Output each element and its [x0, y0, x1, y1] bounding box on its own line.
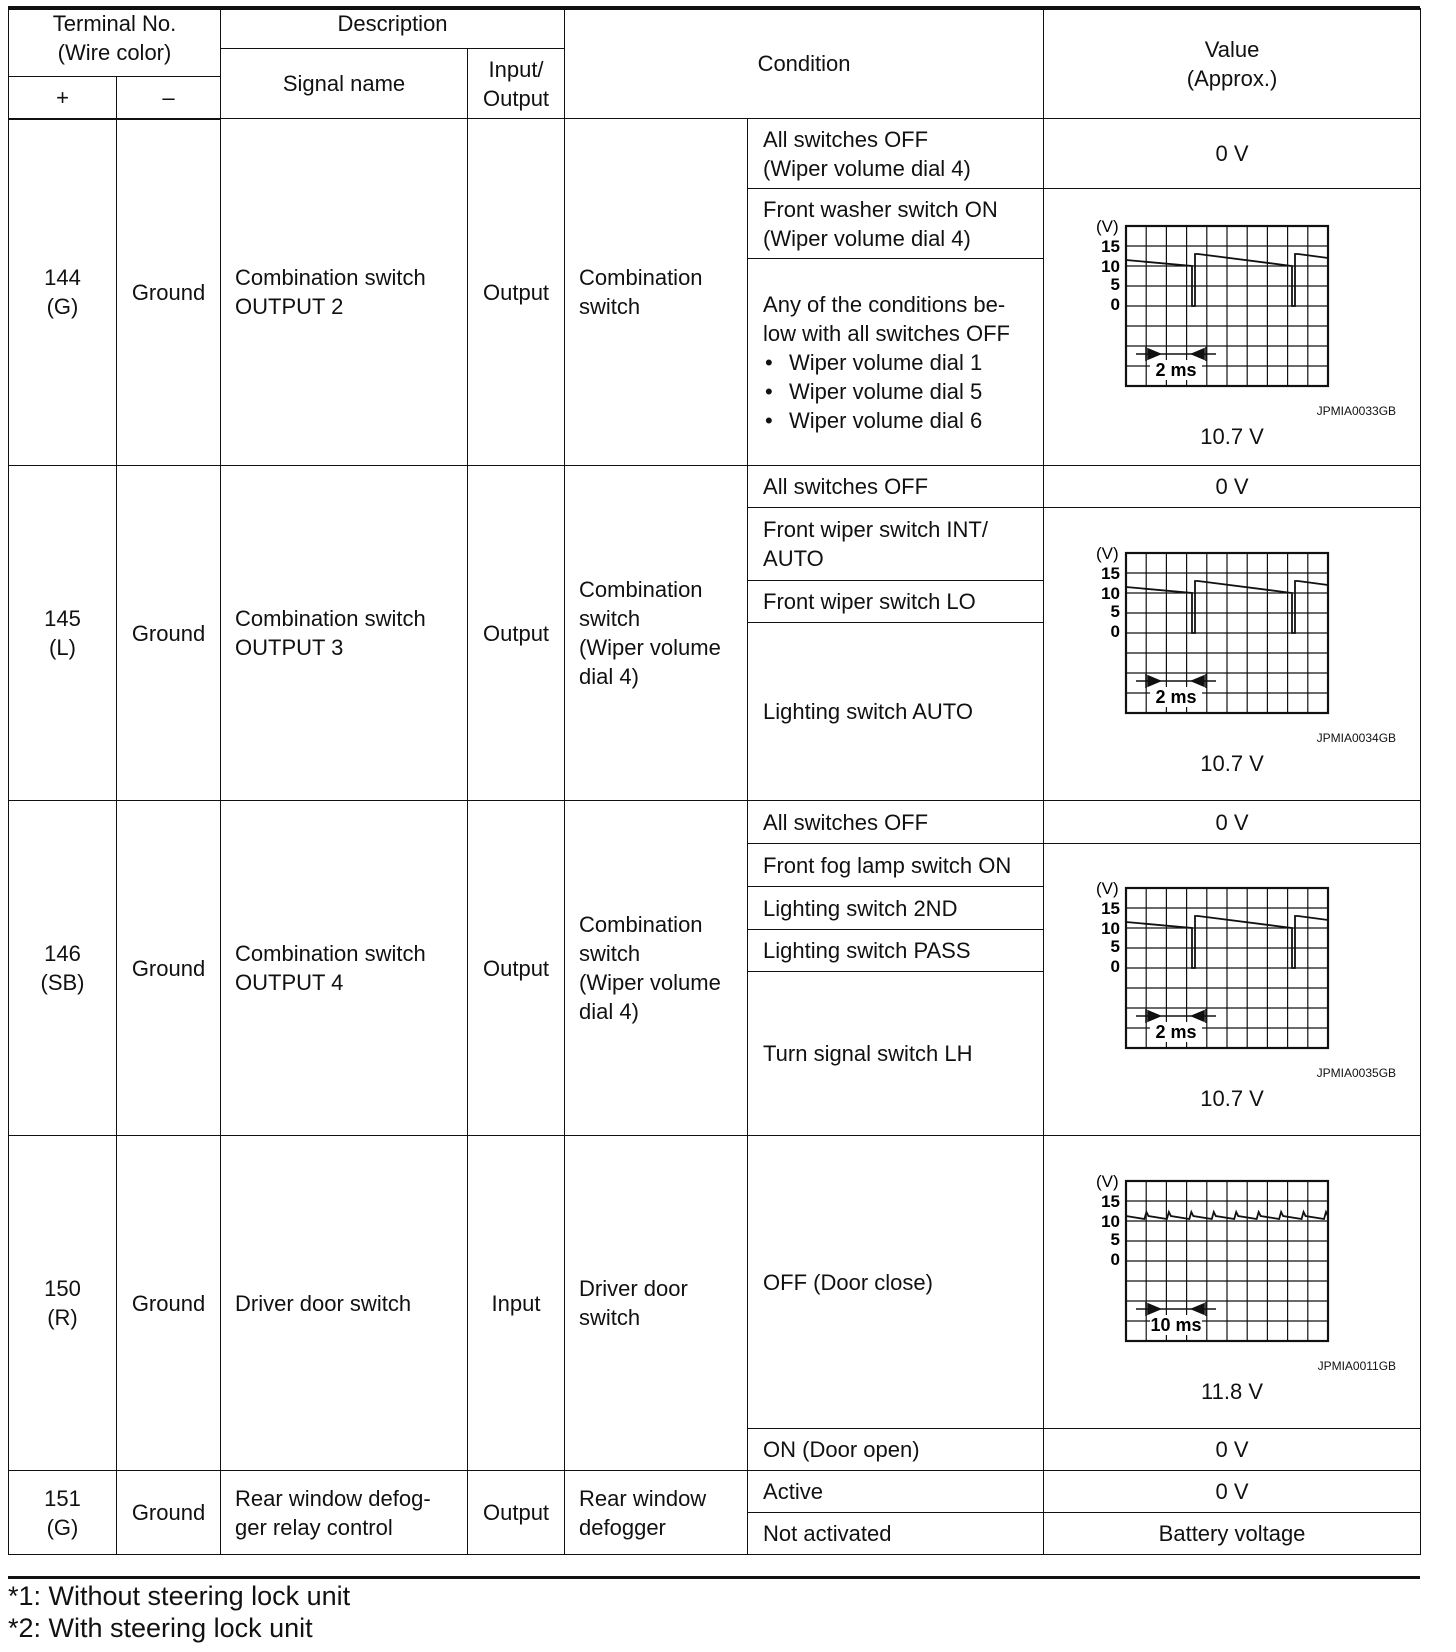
condition-list: [763, 348, 1029, 435]
table-row: [9, 466, 1421, 508]
signal-name-cell: Rear window defog- ger relay control: [221, 1471, 468, 1555]
waveform-value: 11.8 V: [1201, 1378, 1264, 1404]
io-cell: Output: [468, 466, 565, 801]
terminal-cell: 146 (SB): [9, 801, 117, 1136]
condition-cell: Lighting switch PASS: [748, 930, 1044, 972]
signal-name-cell: Combination switch OUTPUT 3: [221, 466, 468, 801]
period-label: 10 ms: [1150, 1314, 1202, 1335]
axis-tick-label: 0: [1110, 294, 1121, 314]
ground-cell: Ground: [117, 1136, 221, 1471]
waveform-figure: [1048, 1163, 1416, 1406]
period-marker: [1136, 674, 1216, 688]
value-cell: 0 V: [1044, 119, 1421, 189]
header-minus: –: [117, 77, 221, 119]
condition-cell: All switches OFF: [748, 801, 1044, 844]
terminal-cell: 151 (G): [9, 1471, 117, 1555]
value-cell: 0 V: [1044, 801, 1421, 844]
ground-cell: Ground: [117, 466, 221, 801]
value-waveform-cell: [1044, 844, 1421, 1136]
value-cell: 0 V: [1044, 1429, 1421, 1471]
waveform-chart: [1082, 870, 1382, 1060]
header-value: Value (Approx.): [1044, 9, 1421, 119]
period-label: 2 ms: [1155, 686, 1197, 707]
condition-cell: ON (Door open): [748, 1429, 1044, 1471]
axis-tick-label: 5: [1110, 1229, 1121, 1249]
signal-name-cell: Combination switch OUTPUT 2: [221, 119, 468, 466]
table-bottom-rule: [8, 1576, 1420, 1579]
axis-tick-label: 0: [1110, 1249, 1121, 1269]
waveform-figure: [1048, 208, 1416, 451]
axis-tick-label: 10: [1101, 1211, 1121, 1231]
figure-code: JPMIA0035GB: [1316, 1066, 1397, 1080]
condition-cell: Lighting switch AUTO: [748, 623, 1044, 801]
axis-unit: (V): [1096, 1171, 1119, 1191]
table-row: [9, 801, 1421, 844]
table-row: [9, 1136, 1421, 1429]
ground-cell: Ground: [117, 119, 221, 466]
period-marker: [1136, 347, 1216, 361]
terminal-cell: 150 (R): [9, 1136, 117, 1471]
axis-unit: (V): [1096, 543, 1119, 563]
waveform-figure: [1048, 870, 1416, 1113]
list-item: • Wiper volume dial 5: [789, 377, 1029, 406]
condition-main-cell: Combination switch (Wiper volume dial 4): [565, 801, 748, 1136]
condition-main-cell: Combination switch: [565, 119, 748, 466]
axis-unit: (V): [1096, 216, 1119, 236]
header-signal-name: Signal name: [221, 49, 468, 119]
value-cell: 0 V: [1044, 466, 1421, 508]
period-label: 2 ms: [1155, 359, 1197, 380]
axis-tick-label: 15: [1101, 236, 1121, 256]
header-plus: +: [9, 77, 117, 119]
signal-name-cell: Combination switch OUTPUT 4: [221, 801, 468, 1136]
waveform-value: 10.7 V: [1200, 423, 1264, 449]
io-cell: Output: [468, 1471, 565, 1555]
figure-code: JPMIA0034GB: [1316, 730, 1397, 745]
waveform-value: 10.7 V: [1200, 1086, 1264, 1111]
footnote-2: *2: With steering lock unit: [8, 1613, 313, 1643]
footnotes: [8, 1580, 350, 1644]
list-item: • Wiper volume dial 6: [789, 406, 1029, 435]
condition-cell: Front washer switch ON (Wiper volume dial 4): [748, 189, 1044, 259]
table-row: [9, 1471, 1421, 1513]
axis-tick-label: 15: [1101, 1191, 1121, 1211]
axis-tick-label: 10: [1101, 583, 1121, 603]
list-item: • Wiper volume dial 1: [789, 348, 1029, 377]
axis-tick-label: 15: [1101, 563, 1121, 583]
condition-main-cell: Rear window defogger: [565, 1471, 748, 1555]
io-cell: Output: [468, 801, 565, 1136]
header-description: Description: [221, 9, 565, 49]
condition-cell: Turn signal switch LH: [748, 972, 1044, 1136]
axis-tick-label: 5: [1110, 274, 1121, 294]
period-marker: [1136, 1302, 1216, 1316]
value-cell: 0 V: [1044, 1471, 1421, 1513]
condition-cell: Lighting switch 2ND: [748, 887, 1044, 930]
waveform-value: 10.7 V: [1200, 750, 1264, 776]
period-marker: [1136, 1009, 1216, 1023]
value-waveform-cell: [1044, 1136, 1421, 1429]
condition-cell: Not activated: [748, 1513, 1044, 1555]
header-row-1: [9, 9, 1421, 49]
condition-cell: Front wiper switch INT/ AUTO: [748, 508, 1044, 581]
footnote-1: *1: Without steering lock unit: [8, 1581, 351, 1611]
axis-tick-label: 10: [1101, 256, 1121, 276]
io-cell: Output: [468, 119, 565, 466]
axis-tick-label: 0: [1110, 957, 1121, 976]
axis-tick-label: 10: [1101, 919, 1121, 938]
terminal-cell: 145 (L): [9, 466, 117, 801]
signal-name-cell: Driver door switch: [221, 1136, 468, 1471]
waveform-chart: [1082, 1163, 1382, 1353]
header-condition: Condition: [565, 9, 1044, 119]
ground-cell: Ground: [117, 1471, 221, 1555]
axis-tick-label: 5: [1110, 937, 1121, 956]
value-cell: Battery voltage: [1044, 1513, 1421, 1555]
condition-cell: All switches OFF: [748, 466, 1044, 508]
header-input-output: Input/ Output: [468, 49, 565, 119]
waveform-chart: [1082, 535, 1382, 725]
condition-main-cell: Combination switch (Wiper volume dial 4): [565, 466, 748, 801]
axis-tick-label: 0: [1110, 621, 1121, 641]
ground-cell: Ground: [117, 801, 221, 1136]
header-terminal-no: Terminal No. (Wire color): [9, 9, 221, 77]
waveform-figure: [1048, 535, 1416, 778]
io-cell: Input: [468, 1136, 565, 1471]
axis-tick-label: 5: [1110, 601, 1121, 621]
figure-code: JPMIA0033GB: [1316, 403, 1397, 418]
axis-tick-label: 15: [1101, 899, 1121, 918]
condition-cell: Active: [748, 1471, 1044, 1513]
condition-cell: Any of the conditions be- low with all switches OFF • Wiper volume dial 1 • Wiper volume dial 5 • Wiper volume dial 6: [748, 259, 1044, 466]
terminal-cell: 144 (G): [9, 119, 117, 466]
value-waveform-cell: [1044, 189, 1421, 466]
condition-main-cell: Driver door switch: [565, 1136, 748, 1471]
figure-code: JPMIA0011GB: [1317, 1358, 1397, 1373]
condition-cell: Front fog lamp switch ON: [748, 844, 1044, 887]
waveform-chart: [1082, 208, 1382, 398]
axis-unit: (V): [1096, 879, 1119, 898]
terminal-table: [8, 8, 1421, 1555]
value-waveform-cell: [1044, 508, 1421, 801]
condition-cell: OFF (Door close): [748, 1136, 1044, 1429]
condition-cell: Front wiper switch LO: [748, 581, 1044, 623]
period-label: 2 ms: [1155, 1022, 1197, 1042]
table-row: [9, 119, 1421, 189]
condition-cell: All switches OFF (Wiper volume dial 4): [748, 119, 1044, 189]
